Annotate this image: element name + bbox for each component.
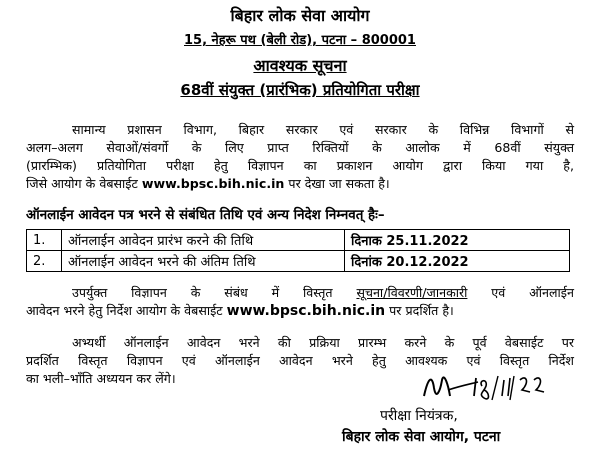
row-date: दिनांक 20.12.2022 <box>345 251 570 272</box>
intro-last-pre: जिसे आयोग के वेबसाईट <box>26 176 138 191</box>
row-number: 2. <box>27 251 62 272</box>
website-link[interactable]: www.bpsc.bih.nic.in <box>141 176 285 191</box>
intro-line-3: (प्रारम्भिक) प्रतियोगिता परीक्षा हेतु विज्ञापन का प्रकाशन आयोग द्वारा किया गया है, <box>26 158 574 173</box>
para2-line-1 <box>26 284 574 302</box>
website-link[interactable]: www.bpsc.bih.nic.in <box>226 303 386 319</box>
signatory-designation: परीक्षा नियंत्रक, <box>380 408 458 424</box>
org-address: 15, नेहरू पथ (बेली रोड), पटना – 800001 <box>184 33 416 48</box>
row-label: ऑनलाईन आवेदन भरने की अंतिम तिथि <box>62 251 345 272</box>
handwritten-signature <box>418 366 568 410</box>
para2-line-2 <box>26 302 574 320</box>
para3-line-1: अभ्यर्थी ऑनलाईन आवेदन भरने की प्रक्रिया प्रारम्भ करने के पूर्व वेबसाईट पर <box>72 335 574 350</box>
info-link[interactable]: सूचना/विवरणी/जानकारी <box>356 285 468 300</box>
table-row <box>27 230 570 251</box>
para2-line2-pre: आवेदन भरने हेतु निर्देश आयोग के वेबसाईट <box>26 303 223 318</box>
intro-line-4 <box>26 175 574 193</box>
notice-title: आवश्यक सूचना <box>253 56 347 75</box>
instructions-paragraph <box>26 284 574 320</box>
org-name: बिहार लोक सेवा आयोग <box>230 6 370 25</box>
dates-heading: ऑनलाईन आवेदन पत्र भरने से संबंधित तिथि एवं अन्य निदेश निम्नवत् हैः– <box>26 208 385 223</box>
row-date: दिनाक 25.11.2022 <box>345 230 570 251</box>
row-number: 1. <box>27 230 62 251</box>
para2-line2-post: पर प्रदर्शित है। <box>389 303 454 318</box>
para2-line1-post: एवं ऑनलाईन <box>491 285 574 300</box>
table-row <box>27 251 570 272</box>
row-label: ऑनलाईन आवेदन प्रारंभ करने की तिथि <box>62 230 345 251</box>
para2-line1-pre: उपर्युक्त विज्ञापन के संबंध में विस्तृत <box>72 285 333 300</box>
intro-line-1: सामान्य प्रशासन विभाग, बिहार सरकार एवं सरकार के विभिन्न विभागों से <box>72 122 574 137</box>
intro-paragraph <box>26 121 574 193</box>
dates-table <box>26 229 570 272</box>
para3-line-3: का भली–भाँति अध्ययन कर लेंगे। <box>26 371 176 386</box>
signatory-org: बिहार लोक सेवा आयोग, पटना <box>342 429 501 445</box>
exam-title: 68वीं संयुक्त (प्रारंभिक) प्रतियोगिता परीक्षा <box>180 81 420 99</box>
intro-line-2: अलग–अलग सेवाओं/संवर्गो के लिए प्राप्त रिक्तियों के आलोक में 68वीं संयुक्त <box>26 140 574 155</box>
intro-last-post: पर देखा जा सकता है। <box>288 176 390 191</box>
para3-line-2: प्रदर्शित विस्तृत विज्ञापन एवं ऑनलाईन आवेदन भरने हेतु आवश्यक एवं विस्तृत निर्देश <box>26 353 574 368</box>
